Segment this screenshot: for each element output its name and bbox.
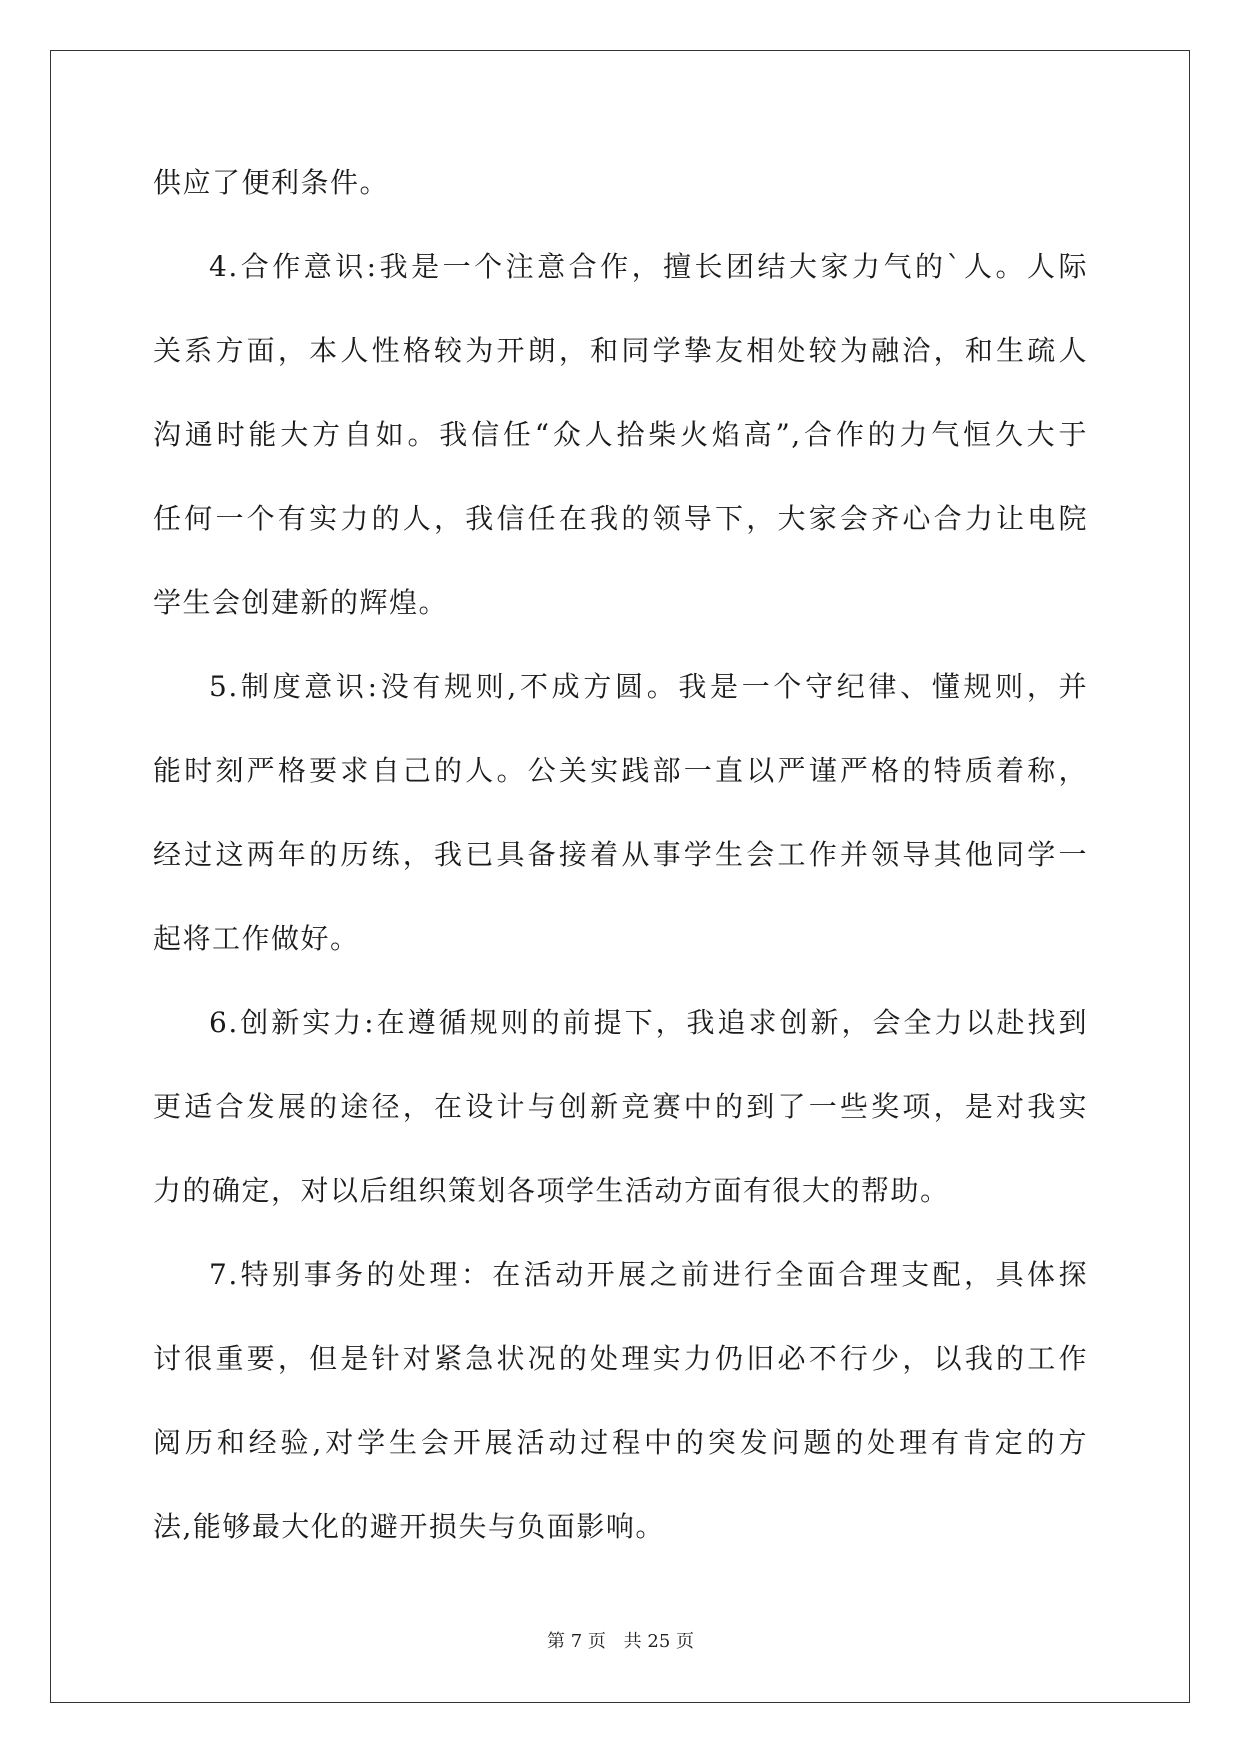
text-line: 能时刻严格要求自己的人。公关实践部一直以严谨严格的特质着称， <box>153 754 1088 787</box>
page-number: 第 7 页 <box>547 1631 606 1652</box>
text-line: 讨很重要，但是针对紧急状况的处理实力仍旧必不行少，以我的工作 <box>153 1342 1088 1375</box>
text-line: 4.合作意识:我是一个注意合作，擅长团结大家力气的`人。人际 <box>209 250 1088 283</box>
page-footer <box>0 1627 1241 1653</box>
text-line: 法,能够最大化的避开损失与负面影响。 <box>153 1510 665 1543</box>
text-line: 7.特别事务的处理：在活动开展之前进行全面合理支配，具体探 <box>209 1258 1088 1291</box>
text-line: 更适合发展的途径，在设计与创新竞赛中的到了一些奖项，是对我实 <box>153 1090 1088 1123</box>
page-total: 共 25 页 <box>623 1631 694 1652</box>
text-line: 经过这两年的历练，我已具备接着从事学生会工作并领导其他同学一 <box>153 838 1088 871</box>
text-line: 沟通时能大方自如。我信任“众人拾柴火焰高”,合作的力气恒久大于 <box>153 418 1088 451</box>
text-line: 阅历和经验,对学生会开展活动过程中的突发问题的处理有肯定的方 <box>153 1426 1088 1459</box>
text-line: 5.制度意识:没有规则,不成方圆。我是一个守纪律、懂规则，并 <box>209 670 1088 703</box>
document-body <box>153 163 1088 1591</box>
text-line: 学生会创建新的辉煌。 <box>153 586 449 619</box>
text-line: 起将工作做好。 <box>153 922 360 955</box>
text-line: 关系方面，本人性格较为开朗，和同学挚友相处较为融洽，和生疏人 <box>153 334 1088 367</box>
text-line: 供应了便利条件。 <box>153 166 390 199</box>
text-line: 力的确定，对以后组织策划各项学生活动方面有很大的帮助。 <box>153 1174 950 1207</box>
text-line: 任何一个有实力的人，我信任在我的领导下，大家会齐心合力让电院 <box>153 502 1088 535</box>
text-line: 6.创新实力:在遵循规则的前提下，我追求创新，会全力以赴找到 <box>209 1006 1088 1039</box>
